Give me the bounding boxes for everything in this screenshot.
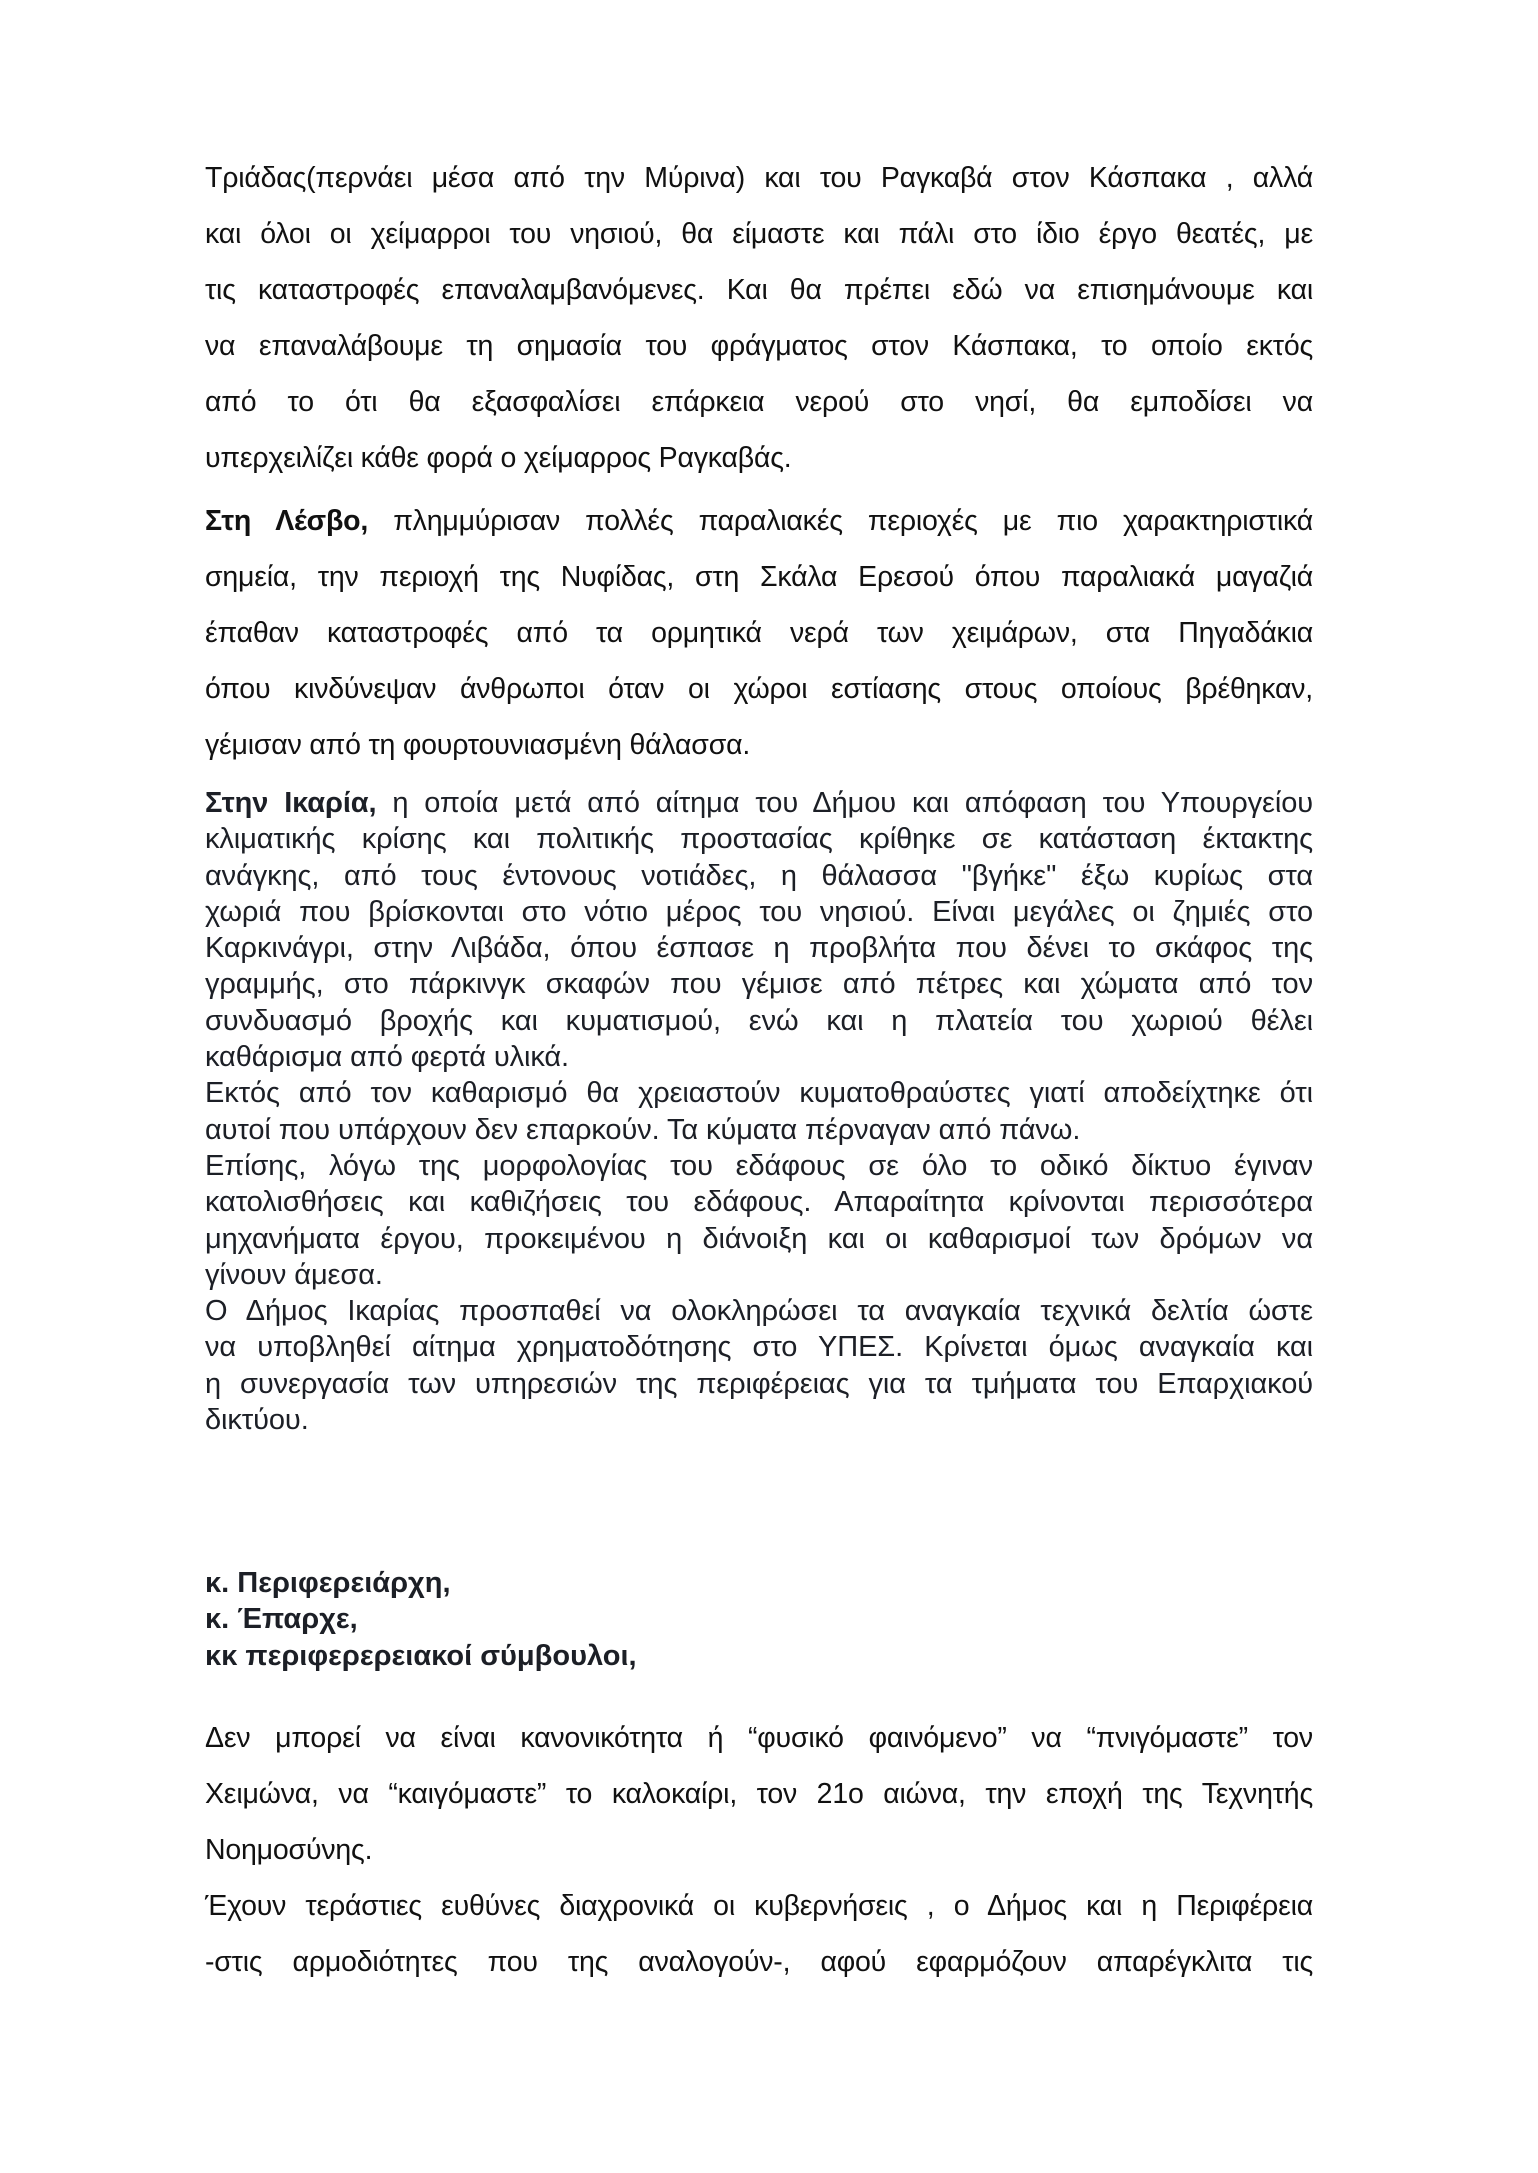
ikaria-bold-lead: Στην Ικαρία,	[205, 787, 377, 819]
text-line: Επίσης, λόγω της μορφολογίας του εδάφους σε όλο το οδικό δίκτυο έγιναν	[205, 1149, 1313, 1182]
paragraph-lesvos	[205, 493, 1313, 773]
text-line: συνδυασμό βροχής και κυματισμού, ενώ και η πλατεία του χωριού θέλει	[205, 1004, 1313, 1037]
paragraph-responsibility	[205, 1878, 1313, 1990]
salutation-regional-councillors: κκ περιφερερειακοί σύμβουλοι,	[205, 1639, 637, 1672]
text-line: να επαναλάβουμε τη σημασία του φράγματος στον Κάσπακα, το οποίο εκτός	[205, 330, 1313, 362]
address-block	[205, 1565, 637, 1674]
text-line: αυτοί που υπάρχουν δεν επαρκούν. Τα κύματα πέρναγαν από πάνω.	[205, 1113, 1081, 1146]
text-line: υπερχειλίζει κάθε φορά ο χείμαρρος Ραγκαβάς.	[205, 442, 792, 474]
text-line: ανάγκης, από τους έντονους νοτιάδες, η θάλασσα "βγήκε" έξω κυρίως στα	[205, 859, 1313, 892]
paragraph-normalcy	[205, 1710, 1313, 1878]
text-line: τις καταστροφές επαναλαμβανόμενες. Και θα πρέπει εδώ να επισημάνουμε και	[205, 274, 1313, 306]
text-line: καθάρισμα από φερτά υλικά.	[205, 1041, 569, 1074]
text-line: όπου κινδύνεψαν άνθρωποι όταν οι χώροι εστίασης στους οποίους βρέθηκαν,	[205, 673, 1313, 705]
paragraph-ikaria	[205, 785, 1313, 1438]
text-line: γίνουν άμεσα.	[205, 1258, 383, 1291]
text-line: δικτύου.	[205, 1404, 309, 1437]
salutation-regional-governor: κ. Περιφερειάρχη,	[205, 1567, 451, 1599]
text-line: Νοημοσύνης.	[205, 1834, 373, 1866]
text-line	[205, 493, 1313, 549]
text-line: Εκτός από τον καθαρισμό θα χρειαστούν κυματοθραύστες γιατί αποδείχτηκε ότι	[205, 1077, 1313, 1110]
text-line: Τριάδας(περνάει μέσα από την Μύρινα) και του Ραγκαβά στον Κάσπακα , αλλά	[205, 162, 1313, 194]
text-line: Ο Δήμος Ικαρίας προσπαθεί να ολοκληρώσει τα αναγκαία τεχνικά δελτία ώστε	[205, 1295, 1313, 1328]
text-line: από το ότι θα εξασφαλίσει επάρκεια νερού στο νησί, θα εμποδίσει να	[205, 386, 1313, 418]
text-line	[205, 785, 1313, 821]
salutation-prefect: κ. Έπαρχε,	[205, 1603, 358, 1636]
text-fragment: η οποία μετά από αίτημα του Δήμου και απόφαση του Υπουργείου	[376, 787, 1313, 819]
text-line: η συνεργασία των υπηρεσιών της περιφέρειας για τα τμήματα του Επαρχιακού	[205, 1367, 1313, 1400]
text-line: και όλοι οι χείμαρροι του νησιού, θα είμαστε και πάλι στο ίδιο έργο θεατές, με	[205, 218, 1313, 250]
paragraph-lemnos-continuation	[205, 150, 1313, 486]
text-line: Έχουν τεράστιες ευθύνες διαχρονικά οι κυβερνήσεις , ο Δήμος και η Περιφέρεια	[205, 1890, 1313, 1922]
text-line: -στις αρμοδιότητες που της αναλογούν-, αφού εφαρμόζουν απαρέγκλιτα τις	[205, 1946, 1313, 1978]
text-line: κλιματικής κρίσης και πολιτικής προστασίας κρίθηκε σε κατάσταση έκτακτης	[205, 823, 1313, 856]
text-line: κατολισθήσεις και καθιζήσεις του εδάφους. Απαραίτητα κρίνονται περισσότερα	[205, 1186, 1313, 1219]
text-line: Δεν μπορεί να είναι κανονικότητα ή “φυσικό φαινόμενο” να “πνιγόμαστε” τον	[205, 1722, 1313, 1754]
text-line: γραμμής, στο πάρκινγκ σκαφών που γέμισε από πέτρες και χώματα από τον	[205, 968, 1313, 1001]
text-line: μηχανήματα έργου, προκειμένου η διάνοιξη και οι καθαρισμοί των δρόμων να	[205, 1222, 1313, 1255]
text-line: γέμισαν από τη φουρτουνιασμένη θάλασσα.	[205, 729, 751, 761]
text-line: Καρκινάγρι, στην Λιβάδα, όπου έσπασε η προβλήτα που δένει το σκάφος της	[205, 932, 1313, 965]
text-line: Χειμώνα, να “καιγόμαστε” το καλοκαίρι, τον 21ο αιώνα, την εποχή της Τεχνητής	[205, 1778, 1313, 1810]
text-line: να υποβληθεί αίτημα χρηματοδότησης στο ΥΠΕΣ. Κρίνεται όμως αναγκαία και	[205, 1331, 1313, 1364]
text-line: έπαθαν καταστροφές από τα ορμητικά νερά των χειμάρων, στα Πηγαδάκια	[205, 617, 1313, 649]
text-line: χωριά που βρίσκονται στο νότιο μέρος του νησιού. Είναι μεγάλες οι ζημιές στο	[205, 895, 1313, 928]
lesvos-bold-lead: Στη Λέσβο,	[205, 505, 369, 537]
text-line: σημεία, την περιοχή της Νυφίδας, στη Σκάλα Ερεσού όπου παραλιακά μαγαζιά	[205, 561, 1313, 593]
text-fragment: πλημμύρισαν πολλές παραλιακές περιοχές με πιο χαρακτηριστικά	[368, 505, 1313, 537]
